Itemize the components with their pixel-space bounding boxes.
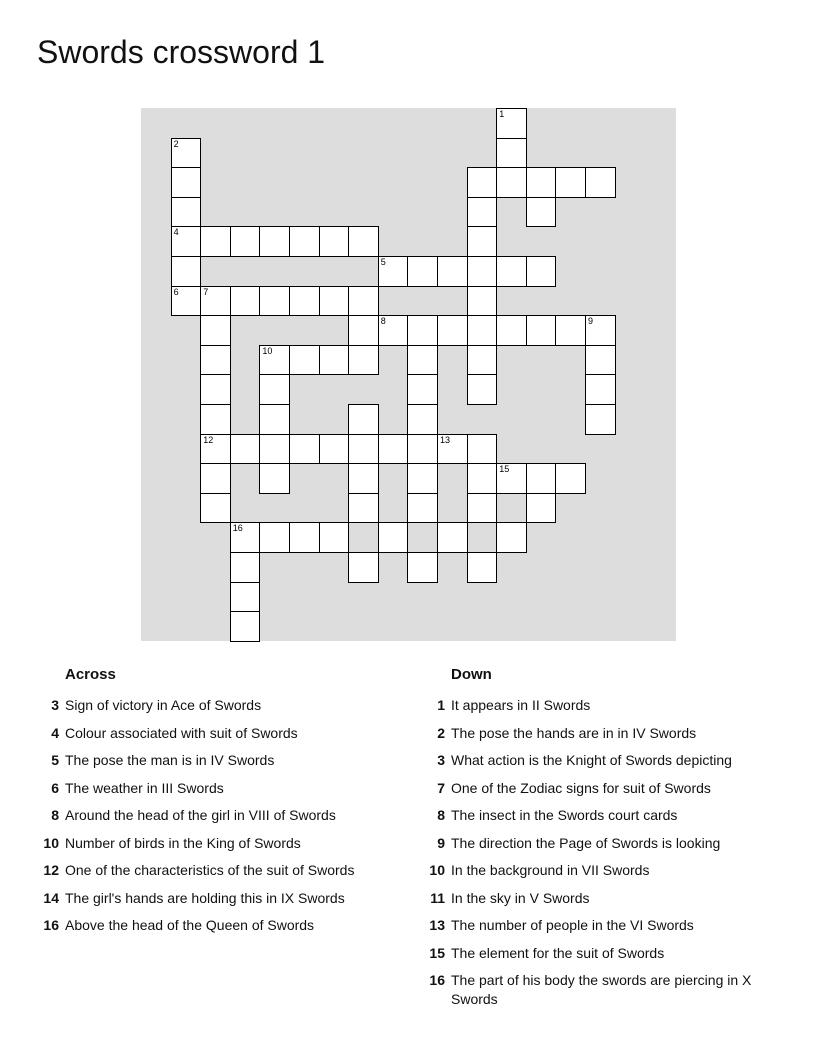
grid-cell[interactable] <box>259 463 290 494</box>
grid-cell[interactable] <box>259 345 290 376</box>
down-clue <box>423 861 783 880</box>
grid-cell[interactable] <box>378 256 409 287</box>
across-clue <box>37 889 397 908</box>
grid-cell[interactable] <box>437 256 468 287</box>
cell-number: 6 <box>173 286 179 297</box>
cell-number: 1 <box>499 109 505 119</box>
clue-text: Around the head of the girl in VIII of Swords <box>65 807 336 823</box>
down-clue <box>423 916 783 935</box>
grid-cell[interactable] <box>348 286 379 317</box>
grid-cell[interactable] <box>319 226 350 257</box>
grid-cell[interactable] <box>200 226 231 257</box>
clue-text: Sign of victory in Ace of Swords <box>65 697 262 713</box>
grid-cell[interactable] <box>585 315 616 346</box>
grid-cell[interactable] <box>230 522 261 553</box>
grid-cell[interactable] <box>259 226 290 257</box>
grid-cell[interactable] <box>555 315 586 346</box>
grid-cell[interactable] <box>467 286 498 317</box>
grid-cell[interactable] <box>496 463 527 494</box>
grid-cell[interactable] <box>230 611 261 642</box>
clue-number: 12 <box>43 862 59 878</box>
clue-text: Colour associated with suit of Swords <box>65 724 298 741</box>
down-clues <box>423 662 783 1018</box>
grid-cell[interactable] <box>200 404 231 435</box>
cell-number: 4 <box>173 227 179 238</box>
grid-cell[interactable] <box>200 345 231 376</box>
grid-cell[interactable] <box>526 256 557 287</box>
grid-cell[interactable] <box>200 374 231 405</box>
grid-cell[interactable] <box>378 522 409 553</box>
clue-number: 9 <box>437 834 445 851</box>
grid-cell[interactable] <box>259 404 290 435</box>
grid-cell[interactable] <box>407 374 438 405</box>
grid-cell[interactable] <box>526 167 557 198</box>
clue-text: Number of birds in the King of Swords <box>65 834 301 851</box>
cell-number: 15 <box>499 464 510 475</box>
cell-number: 2 <box>173 138 179 149</box>
grid-cell[interactable] <box>259 374 290 405</box>
grid-cell[interactable] <box>526 197 557 228</box>
grid-cell[interactable] <box>437 522 468 553</box>
clue-text: The direction the Page of Swords is looking <box>451 834 721 851</box>
cell-number: 10 <box>262 345 273 356</box>
cell-number: 9 <box>588 316 594 327</box>
down-clue <box>423 944 783 963</box>
grid-cell[interactable] <box>555 167 586 198</box>
grid-cell[interactable] <box>230 434 261 465</box>
clue-number: 7 <box>437 779 445 796</box>
grid-cell[interactable] <box>407 493 438 524</box>
down-clue <box>423 696 783 715</box>
grid-cell[interactable] <box>467 167 498 198</box>
down-clue <box>423 834 783 853</box>
down-clue <box>423 806 783 825</box>
grid-cell[interactable] <box>437 315 468 346</box>
grid-cell[interactable] <box>230 582 261 613</box>
grid-cell[interactable] <box>289 345 320 376</box>
grid-cell[interactable] <box>467 493 498 524</box>
grid-cell[interactable] <box>496 315 527 346</box>
clue-number: 4 <box>51 724 59 741</box>
grid-cell[interactable] <box>407 463 438 494</box>
grid-cell[interactable] <box>259 286 290 317</box>
grid-cell[interactable] <box>200 286 231 317</box>
across-clue <box>37 834 397 853</box>
clue-text: The element for the suit of Swords <box>451 944 665 961</box>
grid-cell[interactable] <box>200 315 231 346</box>
across-clue <box>37 751 397 770</box>
grid-cell[interactable] <box>407 256 438 287</box>
grid-cell[interactable] <box>467 345 498 376</box>
clue-number: 16 <box>43 917 59 933</box>
grid-cell[interactable] <box>200 463 231 494</box>
grid-cell[interactable] <box>348 552 379 583</box>
grid-cell[interactable] <box>171 138 202 169</box>
grid-cell[interactable] <box>467 226 498 257</box>
clue-text: The number of people in the VI Swords <box>451 917 694 933</box>
grid-cell[interactable] <box>259 522 290 553</box>
grid-cell[interactable] <box>585 167 616 198</box>
grid-cell[interactable] <box>171 167 202 198</box>
clue-number: 10 <box>429 862 445 878</box>
down-clue <box>423 889 783 908</box>
clue-text: One of the characteristics of the suit of Swords <box>65 862 355 878</box>
cell-number: 8 <box>380 316 386 327</box>
grid-cell[interactable] <box>230 286 261 317</box>
clue-number: 16 <box>429 972 445 988</box>
down-heading: Down <box>451 666 492 683</box>
across-heading: Across <box>65 666 116 683</box>
down-clue <box>423 724 783 743</box>
grid-cell[interactable] <box>526 315 557 346</box>
grid-cell[interactable] <box>348 315 379 346</box>
clue-text: The pose the man is in IV Swords <box>65 752 275 768</box>
across-clue <box>37 916 397 935</box>
clue-text: The part of his body the swords are piercing in X Swords <box>451 972 752 1007</box>
grid-cell[interactable] <box>585 374 616 405</box>
grid-cell[interactable] <box>200 493 231 524</box>
grid-cell[interactable] <box>555 463 586 494</box>
clue-number: 10 <box>43 834 59 851</box>
grid-cell[interactable] <box>496 522 527 553</box>
grid-cell[interactable] <box>407 552 438 583</box>
grid-cell[interactable] <box>319 434 350 465</box>
grid-cell[interactable] <box>467 197 498 228</box>
clue-text: In the sky in V Swords <box>451 889 590 906</box>
grid-cell[interactable] <box>171 256 202 287</box>
down-clue <box>423 971 783 1009</box>
grid-cell[interactable] <box>467 552 498 583</box>
grid-cell[interactable] <box>407 345 438 376</box>
grid-cell[interactable] <box>467 374 498 405</box>
grid-cell[interactable] <box>348 226 379 257</box>
grid-cell[interactable] <box>585 345 616 376</box>
clue-number: 8 <box>437 807 445 823</box>
across-clue <box>37 861 397 880</box>
cell-number: 7 <box>203 286 209 297</box>
clue-number: 3 <box>51 697 59 713</box>
across-clue <box>37 779 397 798</box>
grid-cell[interactable] <box>378 434 409 465</box>
clue-number: 13 <box>429 917 445 933</box>
page-title: Swords crossword 1 <box>37 34 326 70</box>
clue-text: It appears in II Swords <box>451 697 591 713</box>
clue-text: Above the head of the Queen of Swords <box>65 917 315 933</box>
grid-cell[interactable] <box>467 434 498 465</box>
grid-cell[interactable] <box>407 434 438 465</box>
clue-number: 14 <box>43 889 59 906</box>
grid-cell[interactable] <box>230 552 261 583</box>
grid-cell[interactable] <box>230 226 261 257</box>
grid-cell[interactable] <box>467 315 498 346</box>
down-clue <box>423 751 783 770</box>
grid-cell[interactable] <box>496 256 527 287</box>
down-clue <box>423 779 783 798</box>
clue-text: The pose the hands are in in IV Swords <box>451 724 697 741</box>
cell-number: 5 <box>380 257 386 267</box>
across-clue <box>37 806 397 825</box>
clue-number: 15 <box>429 944 445 961</box>
clue-number: 6 <box>51 779 59 796</box>
grid-cell[interactable] <box>348 463 379 494</box>
grid-cell[interactable] <box>289 434 320 465</box>
grid-cell[interactable] <box>467 256 498 287</box>
grid-cell[interactable] <box>200 434 231 465</box>
clue-number: 5 <box>51 752 59 768</box>
clue-number: 2 <box>437 724 445 741</box>
grid-cell[interactable] <box>585 404 616 435</box>
grid-cell[interactable] <box>526 463 557 494</box>
grid-cell[interactable] <box>378 315 409 346</box>
clue-number: 8 <box>51 807 59 823</box>
clue-number: 3 <box>437 752 445 768</box>
grid-cell[interactable] <box>348 404 379 435</box>
grid-cell[interactable] <box>289 286 320 317</box>
cell-number: 12 <box>203 434 214 445</box>
clue-number: 1 <box>437 697 445 713</box>
across-clue <box>37 724 397 743</box>
across-clue <box>37 696 397 715</box>
grid-cell[interactable] <box>496 138 527 169</box>
grid-cell[interactable] <box>496 108 527 139</box>
grid-cell[interactable] <box>171 286 202 317</box>
clue-text: What action is the Knight of Swords depicting <box>451 752 732 768</box>
grid-cell[interactable] <box>467 463 498 494</box>
grid-cell[interactable] <box>171 197 202 228</box>
grid-cell[interactable] <box>289 522 320 553</box>
grid-cell[interactable] <box>319 345 350 376</box>
clue-text: The girl's hands are holding this in IX Swords <box>65 889 345 906</box>
grid-cell[interactable] <box>348 434 379 465</box>
clue-text: The weather in III Swords <box>65 779 224 796</box>
down-clue-list <box>423 696 783 1009</box>
grid-cell[interactable] <box>437 434 468 465</box>
clue-text: The insect in the Swords court cards <box>451 807 678 823</box>
grid-cell[interactable] <box>526 493 557 524</box>
grid-cell[interactable] <box>289 226 320 257</box>
clue-text: One of the Zodiac signs for suit of Swords <box>451 779 711 796</box>
grid-cell[interactable] <box>171 226 202 257</box>
grid-cell[interactable] <box>407 315 438 346</box>
across-clue-list <box>37 696 397 935</box>
grid-cell[interactable] <box>319 286 350 317</box>
clue-text: In the background in VII Swords <box>451 862 650 878</box>
grid-cell[interactable] <box>259 434 290 465</box>
grid-cell[interactable] <box>496 167 527 198</box>
across-clues <box>37 662 397 944</box>
grid-cell[interactable] <box>348 345 379 376</box>
cell-number: 16 <box>232 523 243 534</box>
grid-cell[interactable] <box>348 493 379 524</box>
grid-cell[interactable] <box>319 522 350 553</box>
cell-number: 13 <box>440 434 451 445</box>
crossword-grid <box>141 108 676 641</box>
grid-cell[interactable] <box>407 404 438 435</box>
clue-number: 11 <box>430 889 445 906</box>
